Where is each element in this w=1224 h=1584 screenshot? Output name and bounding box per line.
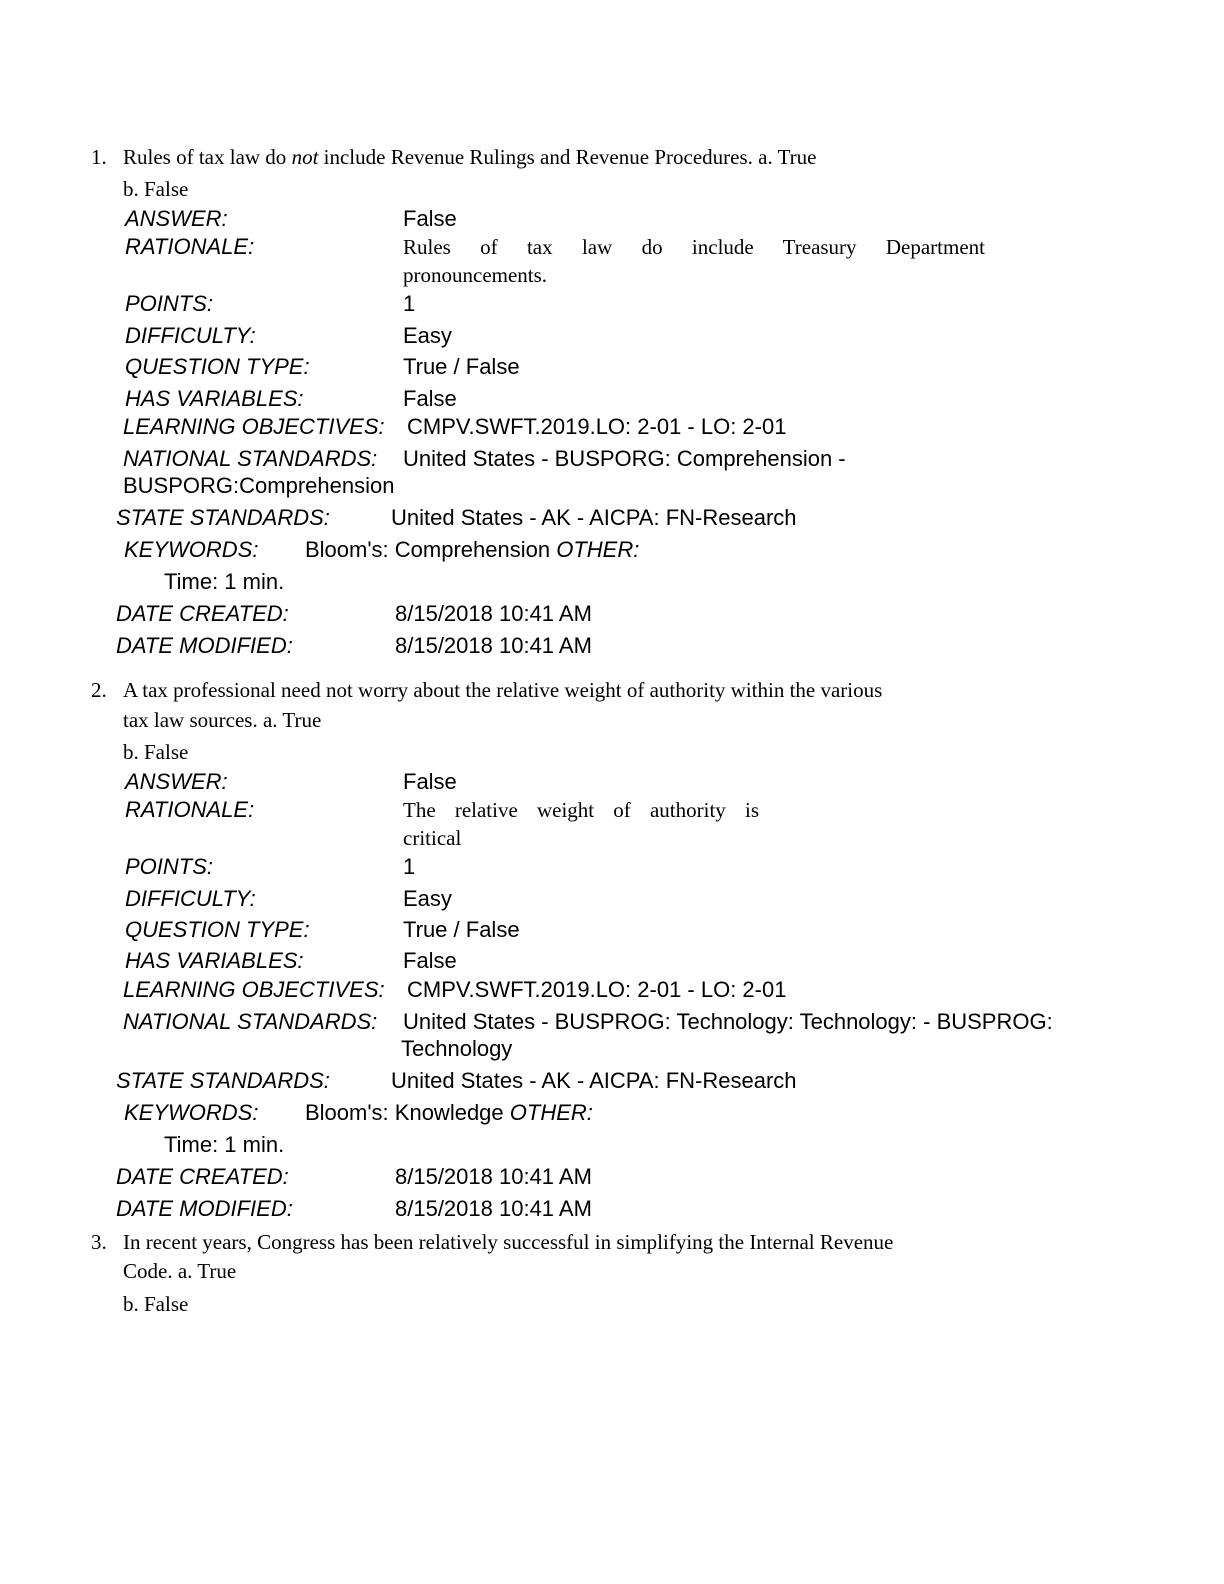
rationale-label: RATIONALE: [125, 797, 255, 822]
question-number: 2. [91, 678, 107, 702]
state-standards-value: United States - AK - AICPA: FN-Research [391, 505, 797, 530]
state-standards-label: STATE STANDARDS: [116, 1068, 330, 1093]
rationale-value: Rules of tax law do include Treasury Department [403, 235, 985, 259]
national-standards-value: United States - BUSPORG: Comprehension - [403, 446, 846, 471]
national-standards-value-cont: BUSPORG:Comprehension [123, 473, 395, 498]
question-type-value: True / False [403, 917, 520, 942]
points-value: 1 [403, 854, 416, 879]
has-variables-value: False [403, 386, 457, 411]
question-stem [123, 147, 816, 168]
date-created-label: DATE CREATED: [116, 601, 289, 626]
learning-objectives-label: LEARNING OBJECTIVES: [123, 977, 385, 1002]
national-standards-label: NATIONAL STANDARDS: [123, 1009, 378, 1034]
rationale-value-cont: pronouncements. [403, 263, 548, 287]
question-stem-cont: Code. a. True [123, 1259, 237, 1283]
time-value: Time: 1 min. [164, 569, 285, 594]
option-b: b. False [123, 740, 189, 764]
date-modified-value: 8/15/2018 10:41 AM [395, 1196, 592, 1221]
rationale-value-cont: critical [403, 826, 462, 850]
national-standards-label: NATIONAL STANDARDS: [123, 446, 378, 471]
difficulty-label: DIFFICULTY: [125, 886, 256, 911]
national-standards-value-cont: Technology [401, 1036, 513, 1061]
stem-emphasis: not [291, 145, 319, 169]
date-created-value: 8/15/2018 10:41 AM [395, 601, 592, 626]
date-modified-value: 8/15/2018 10:41 AM [395, 633, 592, 658]
difficulty-label: DIFFICULTY: [125, 323, 256, 348]
date-modified-label: DATE MODIFIED: [116, 1196, 293, 1221]
rationale-label: RATIONALE: [125, 234, 255, 259]
has-variables-label: HAS VARIABLES: [125, 948, 304, 973]
answer-label: ANSWER: [125, 769, 228, 794]
answer-value: False [403, 769, 457, 794]
question-stem-cont: tax law sources. a. True [123, 708, 322, 732]
question-number: 1. [91, 145, 107, 169]
keywords-value [305, 539, 639, 561]
national-standards-value: United States - BUSPROG: Technology: Technology: - BUSPROG: [403, 1009, 1053, 1034]
difficulty-value: Easy [403, 886, 452, 911]
keywords-label: KEYWORDS: [124, 537, 259, 562]
stem-text: Rules of tax law do [123, 145, 292, 169]
question-type-label: QUESTION TYPE: [125, 354, 310, 379]
points-label: POINTS: [125, 854, 214, 879]
option-b: b. False [123, 1292, 189, 1316]
keywords-value [305, 1102, 593, 1124]
keywords-label: KEYWORDS: [124, 1100, 259, 1125]
question-type-label: QUESTION TYPE: [125, 917, 310, 942]
state-standards-value: United States - AK - AICPA: FN-Research [391, 1068, 797, 1093]
question-stem: A tax professional need not worry about the relative weight of authority within the various [123, 678, 883, 702]
stem-text: include Revenue Rulings and Revenue Procedures. a. True [318, 145, 817, 169]
learning-objectives-value: CMPV.SWFT.2019.LO: 2-01 - LO: 2-01 [407, 414, 787, 439]
points-value: 1 [403, 291, 416, 316]
learning-objectives-label: LEARNING OBJECTIVES: [123, 414, 385, 439]
keywords-text: Bloom's: Knowledge [305, 1100, 504, 1125]
answer-label: ANSWER: [125, 206, 228, 231]
has-variables-value: False [403, 948, 457, 973]
has-variables-label: HAS VARIABLES: [125, 386, 304, 411]
option-b: b. False [123, 177, 189, 201]
state-standards-label: STATE STANDARDS: [116, 505, 330, 530]
rationale-value: The relative weight of authority is [403, 798, 759, 822]
date-created-label: DATE CREATED: [116, 1164, 289, 1189]
date-modified-label: DATE MODIFIED: [116, 633, 293, 658]
other-label: OTHER: [556, 537, 640, 562]
question-type-value: True / False [403, 354, 520, 379]
points-label: POINTS: [125, 291, 214, 316]
learning-objectives-value: CMPV.SWFT.2019.LO: 2-01 - LO: 2-01 [407, 977, 787, 1002]
question-stem: In recent years, Congress has been relatively successful in simplifying the Internal Revenue [123, 1230, 894, 1254]
date-created-value: 8/15/2018 10:41 AM [395, 1164, 592, 1189]
answer-value: False [403, 206, 457, 231]
keywords-text: Bloom's: Comprehension [305, 537, 551, 562]
other-label: OTHER: [509, 1100, 593, 1125]
difficulty-value: Easy [403, 323, 452, 348]
question-number: 3. [91, 1230, 107, 1254]
time-value: Time: 1 min. [164, 1132, 285, 1157]
